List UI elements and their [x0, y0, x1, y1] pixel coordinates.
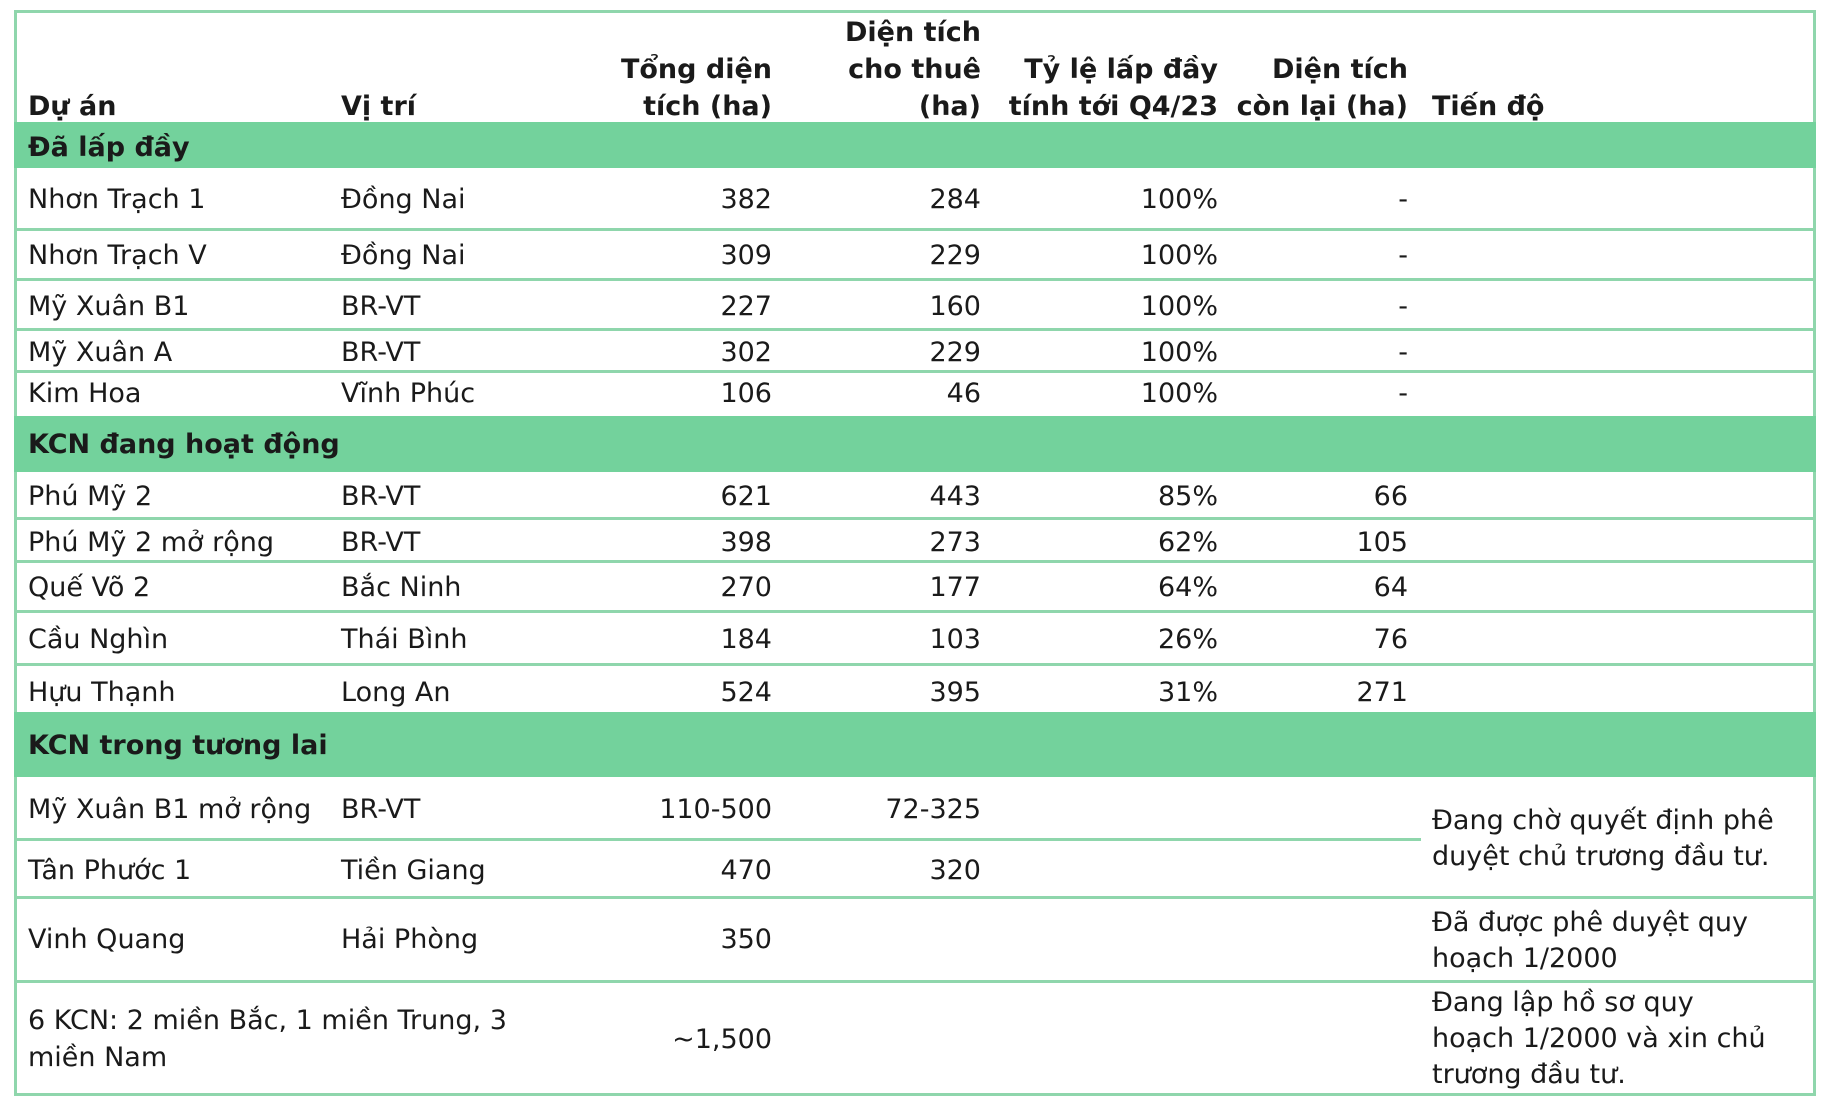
- cell-remaining: 271: [1356, 677, 1408, 708]
- progress-note-line: hoạch 1/2000 và xin chủ: [1432, 1023, 1766, 1054]
- header-progress: Tiến độ: [1432, 91, 1545, 122]
- cell-location: BR-VT: [341, 337, 421, 368]
- cell-occupancy: 100%: [1140, 184, 1218, 215]
- cell-lease: 320: [929, 855, 981, 886]
- cell-total: 350: [720, 924, 772, 955]
- cell-remaining: 105: [1356, 527, 1408, 558]
- cell-location: Tiền Giang: [341, 855, 486, 886]
- cell-occupancy: 100%: [1140, 240, 1218, 271]
- cell-location: BR-VT: [341, 291, 421, 322]
- cell-project: Mỹ Xuân B1: [28, 291, 190, 322]
- cell-project: Mỹ Xuân B1 mở rộng: [28, 794, 312, 825]
- cell-project-line1: 6 KCN: 2 miền Bắc, 1 miền Trung, 3: [28, 1005, 507, 1036]
- header-occupancy-line1: Tỷ lệ lấp đầy: [1024, 54, 1218, 85]
- row-separator: [14, 610, 1816, 613]
- cell-lease: 273: [929, 527, 981, 558]
- row-separator: [14, 663, 1816, 666]
- cell-location: Vĩnh Phúc: [341, 378, 476, 409]
- header-total-area-line1: Tổng diện: [620, 54, 772, 85]
- cell-occupancy: 64%: [1157, 572, 1218, 603]
- cell-total: 524: [720, 677, 772, 708]
- cell-lease: 103: [929, 624, 981, 655]
- cell-occupancy: 85%: [1157, 481, 1218, 512]
- header-location: Vị trí: [341, 91, 417, 122]
- cell-project: Quế Võ 2: [28, 572, 151, 603]
- cell-location: Đồng Nai: [341, 184, 466, 215]
- cell-occupancy: 100%: [1140, 337, 1218, 368]
- header-total-area-line2: tích (ha): [643, 91, 772, 122]
- cell-total: 470: [720, 855, 772, 886]
- row-separator: [14, 980, 1816, 983]
- cell-lease: 395: [929, 677, 981, 708]
- cell-lease: 443: [929, 481, 981, 512]
- cell-occupancy: 100%: [1140, 378, 1218, 409]
- header-remaining-line1: Diện tích: [1272, 54, 1408, 85]
- header-lease-area-line3: (ha): [918, 91, 981, 122]
- cell-project: Vinh Quang: [28, 924, 186, 955]
- cell-remaining: -: [1398, 291, 1408, 322]
- cell-remaining: -: [1398, 378, 1408, 409]
- header-occupancy-line2: tính tới Q4/23: [1008, 91, 1218, 122]
- progress-note-line: Đang chờ quyết định phê: [1432, 805, 1774, 836]
- cell-total: 309: [720, 240, 772, 271]
- progress-note-line: Đang lập hồ sơ quy: [1432, 987, 1694, 1018]
- cell-total: 621: [720, 481, 772, 512]
- cell-project: Tân Phước 1: [28, 855, 192, 886]
- section-title-operating: KCN đang hoạt động: [28, 429, 340, 460]
- cell-occupancy: 26%: [1157, 624, 1218, 655]
- cell-location: Bắc Ninh: [341, 572, 462, 603]
- header-remaining-line2: còn lại (ha): [1236, 91, 1408, 122]
- cell-location: Thái Bình: [341, 624, 468, 655]
- progress-note-line: hoạch 1/2000: [1432, 943, 1618, 974]
- cell-project: Hựu Thạnh: [28, 677, 176, 708]
- cell-remaining: 66: [1373, 481, 1408, 512]
- row-separator: [14, 278, 1816, 281]
- cell-lease: 284: [929, 184, 981, 215]
- cell-total: 106: [720, 378, 772, 409]
- header-lease-area-line2: cho thuê: [848, 54, 981, 85]
- cell-remaining: 64: [1373, 572, 1408, 603]
- cell-project-line2: miền Nam: [28, 1042, 168, 1073]
- cell-total: 270: [720, 572, 772, 603]
- progress-note-line: Đã được phê duyệt quy: [1432, 907, 1748, 938]
- row-separator: [14, 838, 1421, 841]
- header-lease-area-line1: Diện tích: [845, 17, 981, 48]
- section-title-filled: Đã lấp đầy: [28, 132, 190, 163]
- cell-location: Long An: [341, 677, 451, 708]
- cell-remaining: -: [1398, 337, 1408, 368]
- cell-total: 398: [720, 527, 772, 558]
- cell-location: BR-VT: [341, 527, 421, 558]
- cell-total: 110-500: [659, 794, 772, 825]
- cell-project: Phú Mỹ 2: [28, 481, 153, 512]
- row-separator: [14, 328, 1816, 331]
- progress-note-line: duyệt chủ trương đầu tư.: [1432, 841, 1770, 872]
- cell-remaining: -: [1398, 240, 1408, 271]
- cell-occupancy: 62%: [1157, 527, 1218, 558]
- cell-lease: 160: [929, 291, 981, 322]
- cell-project: Cầu Nghìn: [28, 624, 169, 655]
- cell-location: Hải Phòng: [341, 924, 479, 955]
- cell-total: 382: [720, 184, 772, 215]
- cell-location: BR-VT: [341, 481, 421, 512]
- row-separator: [14, 517, 1816, 520]
- cell-project: Nhơn Trạch V: [28, 240, 207, 271]
- cell-project: Nhơn Trạch 1: [28, 184, 206, 215]
- cell-remaining: -: [1398, 184, 1408, 215]
- section-band-filled: [14, 122, 1816, 168]
- cell-lease: 72-325: [885, 794, 981, 825]
- cell-project: Kim Hoa: [28, 378, 142, 409]
- cell-remaining: 76: [1373, 624, 1408, 655]
- row-separator: [14, 896, 1816, 899]
- cell-lease: 46: [946, 378, 981, 409]
- cell-occupancy: 31%: [1157, 677, 1218, 708]
- cell-project: Phú Mỹ 2 mở rộng: [28, 527, 274, 558]
- row-separator: [14, 228, 1816, 231]
- cell-total: 227: [720, 291, 772, 322]
- cell-location: BR-VT: [341, 794, 421, 825]
- cell-total: 184: [720, 624, 772, 655]
- cell-lease: 229: [929, 240, 981, 271]
- cell-lease: 229: [929, 337, 981, 368]
- cell-lease: 177: [929, 572, 981, 603]
- section-title-future: KCN trong tương lai: [28, 730, 328, 761]
- cell-total: ~1,500: [672, 1024, 772, 1055]
- header-project: Dự án: [28, 91, 117, 122]
- cell-project: Mỹ Xuân A: [28, 337, 173, 368]
- cell-total: 302: [720, 337, 772, 368]
- cell-occupancy: 100%: [1140, 291, 1218, 322]
- progress-note-line: trương đầu tư.: [1432, 1059, 1626, 1090]
- cell-location: Đồng Nai: [341, 240, 466, 271]
